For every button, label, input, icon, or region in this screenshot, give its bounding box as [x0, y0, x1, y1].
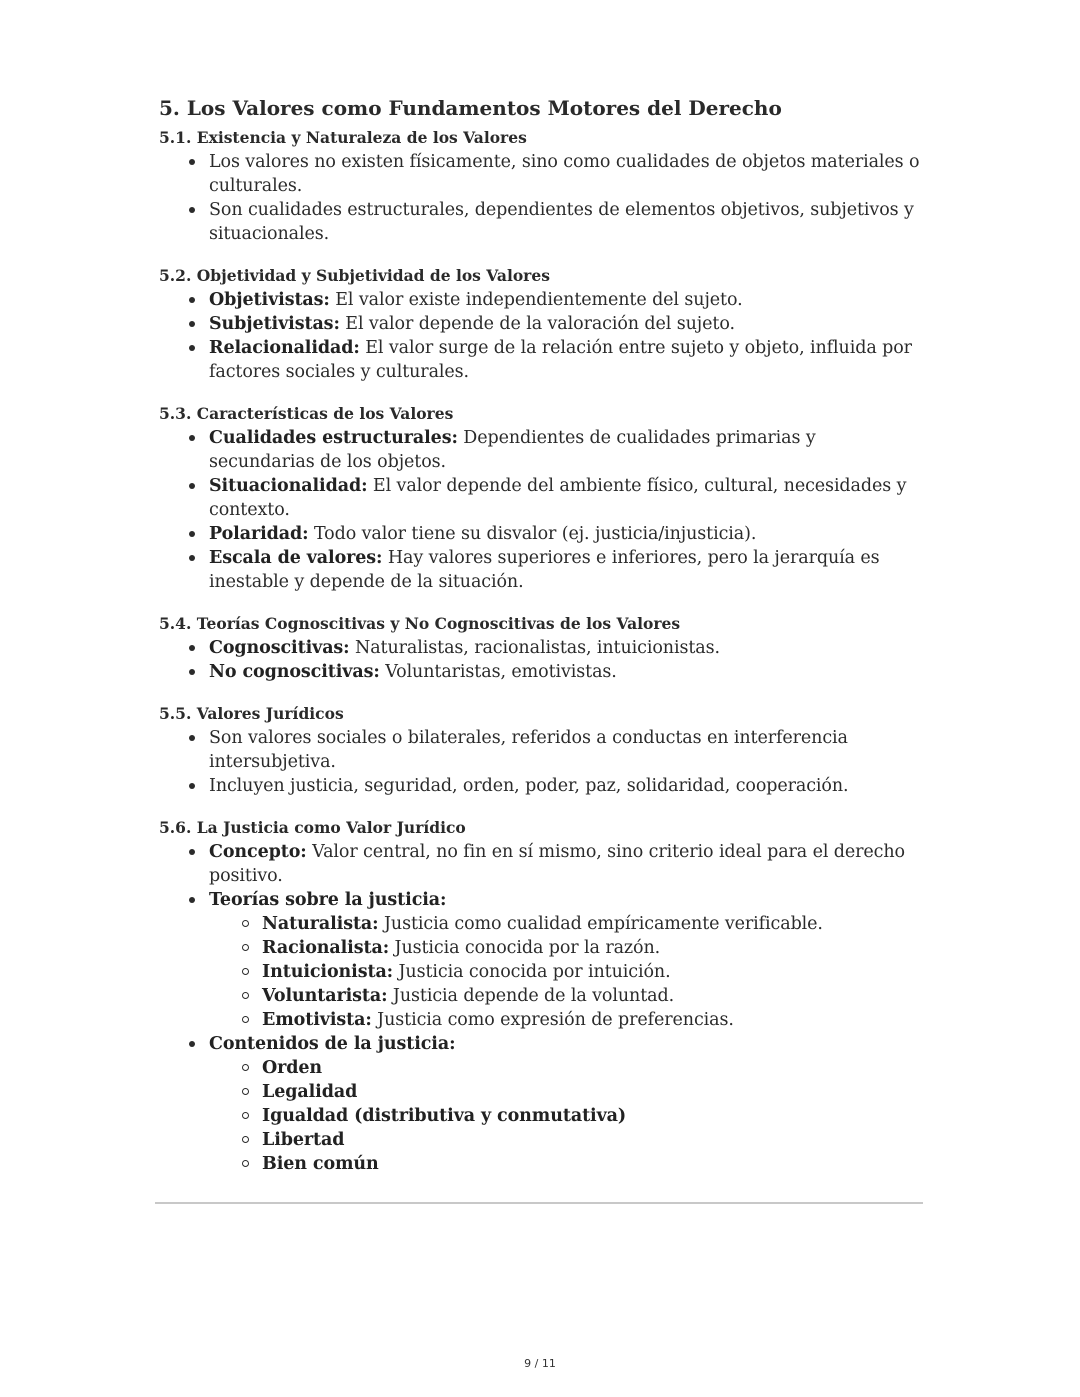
sub-list-item — [262, 912, 923, 936]
list-item: Son cualidades estructurales, dependientes de elementos objetivos, subjetivos y situacionales. — [209, 198, 923, 246]
list-item — [209, 636, 923, 660]
term: Polaridad: — [209, 524, 309, 544]
list-item — [209, 288, 923, 312]
section-5-2 — [159, 264, 923, 384]
definition: Justicia depende de la voluntad. — [387, 986, 675, 1006]
document-page — [159, 94, 923, 1194]
term: Igualdad (distributiva y conmutativa) — [262, 1106, 627, 1126]
sub-list-item — [262, 1080, 923, 1104]
list-item: Los valores no existen físicamente, sino como cualidades de objetos materiales o culturales. — [209, 150, 923, 198]
definition: Dependientes de cualidades primarias y secundarias de los objetos. — [209, 428, 816, 472]
definition: El valor depende de la valoración del sujeto. — [339, 314, 735, 334]
term: Naturalista: — [262, 914, 379, 934]
term: Voluntarista: — [262, 986, 388, 1006]
list-item: Son valores sociales o bilaterales, referidos a conductas en interferencia intersubjetiva. — [209, 726, 923, 774]
list-item — [209, 522, 923, 546]
horizontal-divider — [155, 1202, 923, 1204]
section-5-1 — [159, 126, 923, 246]
term: Concepto: — [209, 842, 307, 862]
term: Libertad — [262, 1130, 345, 1150]
page-number: 9 / 11 — [524, 1357, 556, 1370]
list-item — [209, 660, 923, 684]
term: Orden — [262, 1058, 323, 1078]
definition: Justicia conocida por intuición. — [393, 962, 671, 982]
list-item — [209, 426, 923, 474]
definition: El valor surge de la relación entre sujeto y objeto, influida por factores sociales y culturales. — [209, 338, 912, 382]
section-5-4 — [159, 612, 923, 684]
term: Teorías sobre la justicia: — [209, 890, 447, 910]
definition: Justicia conocida por la razón. — [389, 938, 661, 958]
sub-list-item — [262, 936, 923, 960]
definition: Justicia como cualidad empíricamente verificable. — [378, 914, 823, 934]
heading-5-2: 5.2. Objetividad y Subjetividad de los Valores — [159, 266, 550, 285]
heading-5-1: 5.1. Existencia y Naturaleza de los Valores — [159, 128, 527, 147]
definition: Voluntaristas, emotivistas. — [379, 662, 617, 682]
definition: El valor depende del ambiente físico, cultural, necesidades y contexto. — [209, 476, 907, 520]
list-item — [209, 546, 923, 594]
definition: Todo valor tiene su disvalor (ej. justicia/injusticia). — [308, 524, 757, 544]
section-5-3 — [159, 402, 923, 594]
heading-5-5: 5.5. Valores Jurídicos — [159, 704, 344, 723]
term: Intuicionista: — [262, 962, 394, 982]
sub-list-item — [262, 1152, 923, 1176]
sub-list-item — [262, 984, 923, 1008]
term: Bien común — [262, 1154, 379, 1174]
sub-list-item — [262, 960, 923, 984]
list-item — [209, 336, 923, 384]
sub-list-item — [262, 1104, 923, 1128]
list-item — [209, 312, 923, 336]
term: Situacionalidad: — [209, 476, 368, 496]
definition: Justicia como expresión de preferencias. — [371, 1010, 734, 1030]
term: Cualidades estructurales: — [209, 428, 458, 448]
term: Racionalista: — [262, 938, 390, 958]
term: Subjetivistas: — [209, 314, 340, 334]
list-item — [209, 840, 923, 888]
list-item — [209, 888, 923, 1032]
list-item — [209, 474, 923, 522]
term: Contenidos de la justicia: — [209, 1034, 456, 1054]
list-item: Incluyen justicia, seguridad, orden, poder, paz, solidaridad, cooperación. — [209, 774, 923, 798]
section-title: 5. Los Valores como Fundamentos Motores del Derecho — [159, 96, 782, 120]
term: No cognoscitivas: — [209, 662, 380, 682]
sub-list-item — [262, 1056, 923, 1080]
term: Objetivistas: — [209, 290, 330, 310]
definition: El valor existe independientemente del sujeto. — [329, 290, 743, 310]
heading-5-3: 5.3. Características de los Valores — [159, 404, 454, 423]
heading-5-4: 5.4. Teorías Cognoscitivas y No Cognoscitivas de los Valores — [159, 614, 681, 633]
section-5-6 — [159, 816, 923, 1176]
definition: Valor central, no fin en sí mismo, sino criterio ideal para el derecho positivo. — [209, 842, 905, 886]
heading-5-6: 5.6. La Justicia como Valor Jurídico — [159, 818, 466, 837]
sub-list-item — [262, 1128, 923, 1152]
term: Relacionalidad: — [209, 338, 360, 358]
definition: Hay valores superiores e inferiores, pero la jerarquía es inestable y depende de la situación. — [209, 548, 880, 592]
term: Emotivista: — [262, 1010, 372, 1030]
sub-list-item — [262, 1008, 923, 1032]
term: Escala de valores: — [209, 548, 383, 568]
term: Cognoscitivas: — [209, 638, 350, 658]
list-item — [209, 1032, 923, 1176]
definition: Naturalistas, racionalistas, intuicionistas. — [349, 638, 720, 658]
section-5-5 — [159, 702, 923, 798]
term: Legalidad — [262, 1082, 358, 1102]
